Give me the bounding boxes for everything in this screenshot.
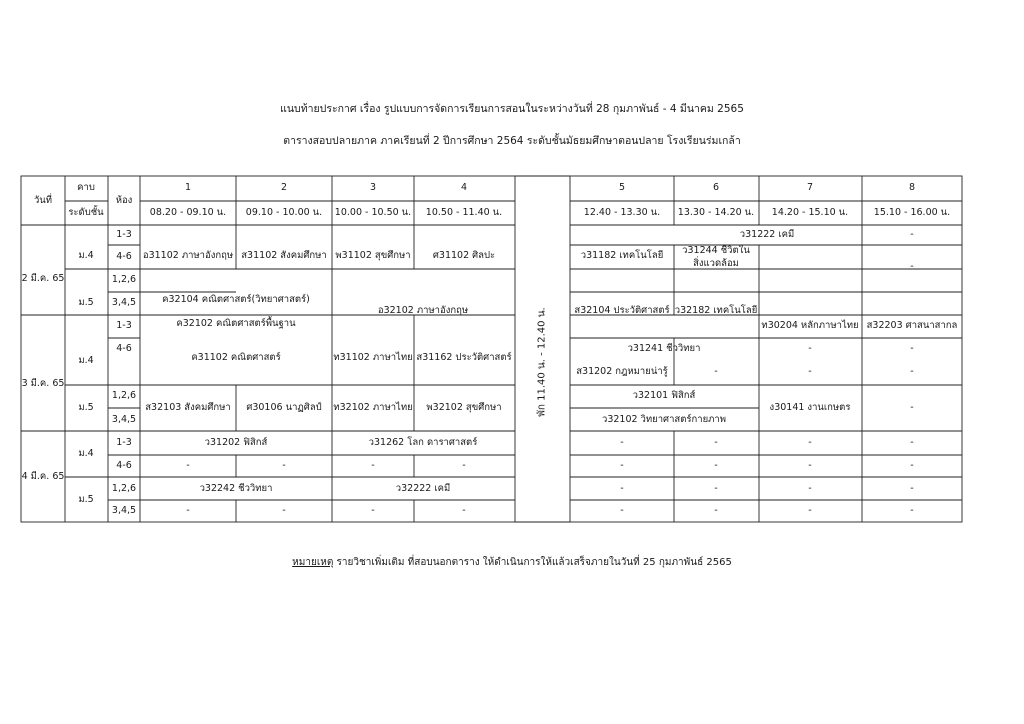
exam-cell: พ31102 สุขศึกษา (335, 250, 411, 261)
level-label: ม.4 (78, 448, 94, 459)
day-label-3: 4 มี.ค. 65 (21, 471, 65, 482)
exam-cell: - (808, 505, 812, 516)
room-label: 4-6 (116, 460, 132, 471)
exam-cell: - (620, 437, 624, 448)
exam-cell: - (371, 460, 375, 471)
exam-cell: อ32102 ภาษาอังกฤษ (377, 305, 469, 316)
exam-cell: - (808, 343, 812, 354)
exam-cell: - (808, 366, 812, 377)
room-label: 3,4,5 (111, 297, 137, 308)
header-period-4: 4 (460, 182, 468, 193)
exam-cell: ว32222 เคมี (395, 483, 451, 494)
exam-cell: ส32104 ประวัติศาสตร์ (574, 305, 670, 316)
day-label-1: 2 มี.ค. 65 (21, 273, 65, 284)
exam-cell: - (620, 505, 624, 516)
exam-cell: - (714, 505, 718, 516)
exam-cell: ค32102 คณิตศาสตร์พื้นฐาน (176, 318, 296, 329)
exam-cell: ส32203 ศาสนาสากล (866, 320, 958, 331)
exam-cell: - (808, 437, 812, 448)
level-label: ม.5 (78, 297, 94, 308)
exam-cell: - (620, 460, 624, 471)
exam-cell: ส32103 สังคมศึกษา (145, 402, 231, 413)
exam-cell: ว31202 ฟิสิกส์ (204, 437, 268, 448)
exam-cell: ท30204 หลักภาษาไทย (761, 320, 859, 331)
exam-cell: - (910, 343, 914, 354)
exam-cell: พ32102 สุขศึกษา (426, 402, 502, 413)
footnote-label: หมายเหตุ (292, 557, 334, 568)
level-label: ม.4 (78, 250, 94, 261)
room-label: 4-6 (116, 343, 132, 354)
header-time-7: 14.20 - 15.10 น. (771, 207, 849, 218)
exam-cell: ง30141 งานเกษตร (769, 402, 851, 413)
footnote-text: รายวิชาเพิ่มเติม ที่สอบนอกตาราง ให้ดำเนินการให้แล้วเสร็จภายในวันที่ 25 กุมภาพันธ์ 2565 (333, 557, 732, 568)
header-period-5: 5 (618, 182, 626, 193)
exam-cell: - (910, 366, 914, 377)
room-label: 3,4,5 (111, 414, 137, 425)
exam-cell: ว31244 ชีวิตใน (682, 245, 750, 256)
header-period-8: 8 (908, 182, 916, 193)
header-period: คาบ (77, 182, 95, 193)
exam-cell: ว31182 เทคโนโลยี (580, 250, 664, 261)
header-time-8: 15.10 - 16.00 น. (873, 207, 951, 218)
exam-cell: ว32101 ฟิสิกส์ (632, 390, 696, 401)
header-time-6: 13.30 - 14.20 น. (677, 207, 755, 218)
exam-cell: ค32104 คณิตศาสตร์(วิทยาศาสตร์) (162, 294, 310, 305)
header-time-1: 08.20 - 09.10 น. (149, 207, 227, 218)
exam-cell: สิ่งแวดล้อม (693, 258, 739, 269)
exam-cell: - (462, 460, 466, 471)
exam-cell: ว31262 โลก ดาราศาสตร์ (368, 437, 478, 448)
exam-cell: - (714, 437, 718, 448)
level-label: ม.4 (78, 355, 94, 366)
header-period-7: 7 (806, 182, 814, 193)
header-day: วันที่ (33, 195, 53, 206)
exam-cell: - (808, 483, 812, 494)
header-period-3: 3 (369, 182, 377, 193)
level-label: ม.5 (78, 494, 94, 505)
exam-cell: ว31222 เคมี (739, 229, 795, 240)
header-time-5: 12.40 - 13.30 น. (583, 207, 661, 218)
exam-cell: - (714, 483, 718, 494)
exam-cell: - (714, 460, 718, 471)
document-subtitle: ตารางสอบปลายภาค ภาคเรียนที่ 2 ปีการศึกษา 2564 ระดับชั้นมัธยมศึกษาตอนปลาย โรงเรียนร่มเกล้า (283, 135, 741, 147)
room-label: 4-6 (116, 251, 132, 262)
exam-cell: - (910, 505, 914, 516)
day-label-2: 3 มี.ค. 65 (21, 378, 65, 389)
exam-cell: ศ31102 ศิลปะ (432, 250, 496, 261)
exam-cell: ท31102 ภาษาไทย (333, 352, 413, 363)
room-label: 1,2,6 (111, 274, 137, 285)
exam-cell: ส31162 ประวัติศาสตร์ (416, 352, 512, 363)
room-label: 1-3 (116, 437, 132, 448)
exam-cell: - (910, 483, 914, 494)
exam-cell: ส31102 สังคมศึกษา (241, 250, 327, 261)
exam-cell: - (371, 505, 375, 516)
exam-cell: - (910, 402, 914, 413)
header-level: ระดับชั้น (68, 207, 104, 218)
exam-cell: - (910, 460, 914, 471)
exam-cell: - (910, 437, 914, 448)
header-period-2: 2 (280, 182, 288, 193)
exam-cell: - (910, 229, 914, 240)
header-room: ห้อง (115, 195, 133, 206)
exam-cell: - (186, 505, 190, 516)
exam-cell: - (714, 366, 718, 377)
exam-cell: - (462, 505, 466, 516)
lunch-break-label: พัก 11.40 น. - 12.40 น. (536, 307, 548, 417)
exam-cell: ว32182 เทคโนโลยี (674, 305, 758, 316)
exam-cell: ท32102 ภาษาไทย (333, 402, 413, 413)
exam-cell: - (808, 460, 812, 471)
exam-cell: - (282, 505, 286, 516)
exam-cell: ศ30106 นาฏศิลป์ (246, 402, 322, 413)
room-label: 1,2,6 (111, 390, 137, 401)
exam-cell: - (910, 261, 914, 272)
exam-cell: ว32242 ชีววิทยา (199, 483, 273, 494)
header-time-2: 09.10 - 10.00 น. (245, 207, 323, 218)
exam-cell: - (282, 460, 286, 471)
room-label: 1,2,6 (111, 483, 137, 494)
exam-cell: ว31241 ชีววิทยา (627, 343, 701, 354)
room-label: 1-3 (116, 320, 132, 331)
exam-cell: ค31102 คณิตศาสตร์ (191, 352, 281, 363)
document-title: แนบท้ายประกาศ เรื่อง รูปแบบการจัดการเรียนการสอนในระหว่างวันที่ 28 กุมภาพันธ์ - 4 มีนาคม 2565 (280, 103, 744, 115)
exam-cell: อ31102 ภาษาอังกฤษ (142, 250, 234, 261)
level-label: ม.5 (78, 402, 94, 413)
exam-cell: - (186, 460, 190, 471)
room-label: 1-3 (116, 229, 132, 240)
exam-cell: ส31202 กฎหมายน่ารู้ (576, 366, 668, 377)
exam-cell: - (620, 483, 624, 494)
room-label: 3,4,5 (111, 505, 137, 516)
header-time-3: 10.00 - 10.50 น. (334, 207, 412, 218)
header-time-4: 10.50 - 11.40 น. (425, 207, 503, 218)
header-period-6: 6 (712, 182, 720, 193)
exam-cell: ว32102 วิทยาศาสตร์กายภาพ (601, 414, 727, 425)
footnote (0, 555, 1024, 570)
header-period-1: 1 (184, 182, 192, 193)
